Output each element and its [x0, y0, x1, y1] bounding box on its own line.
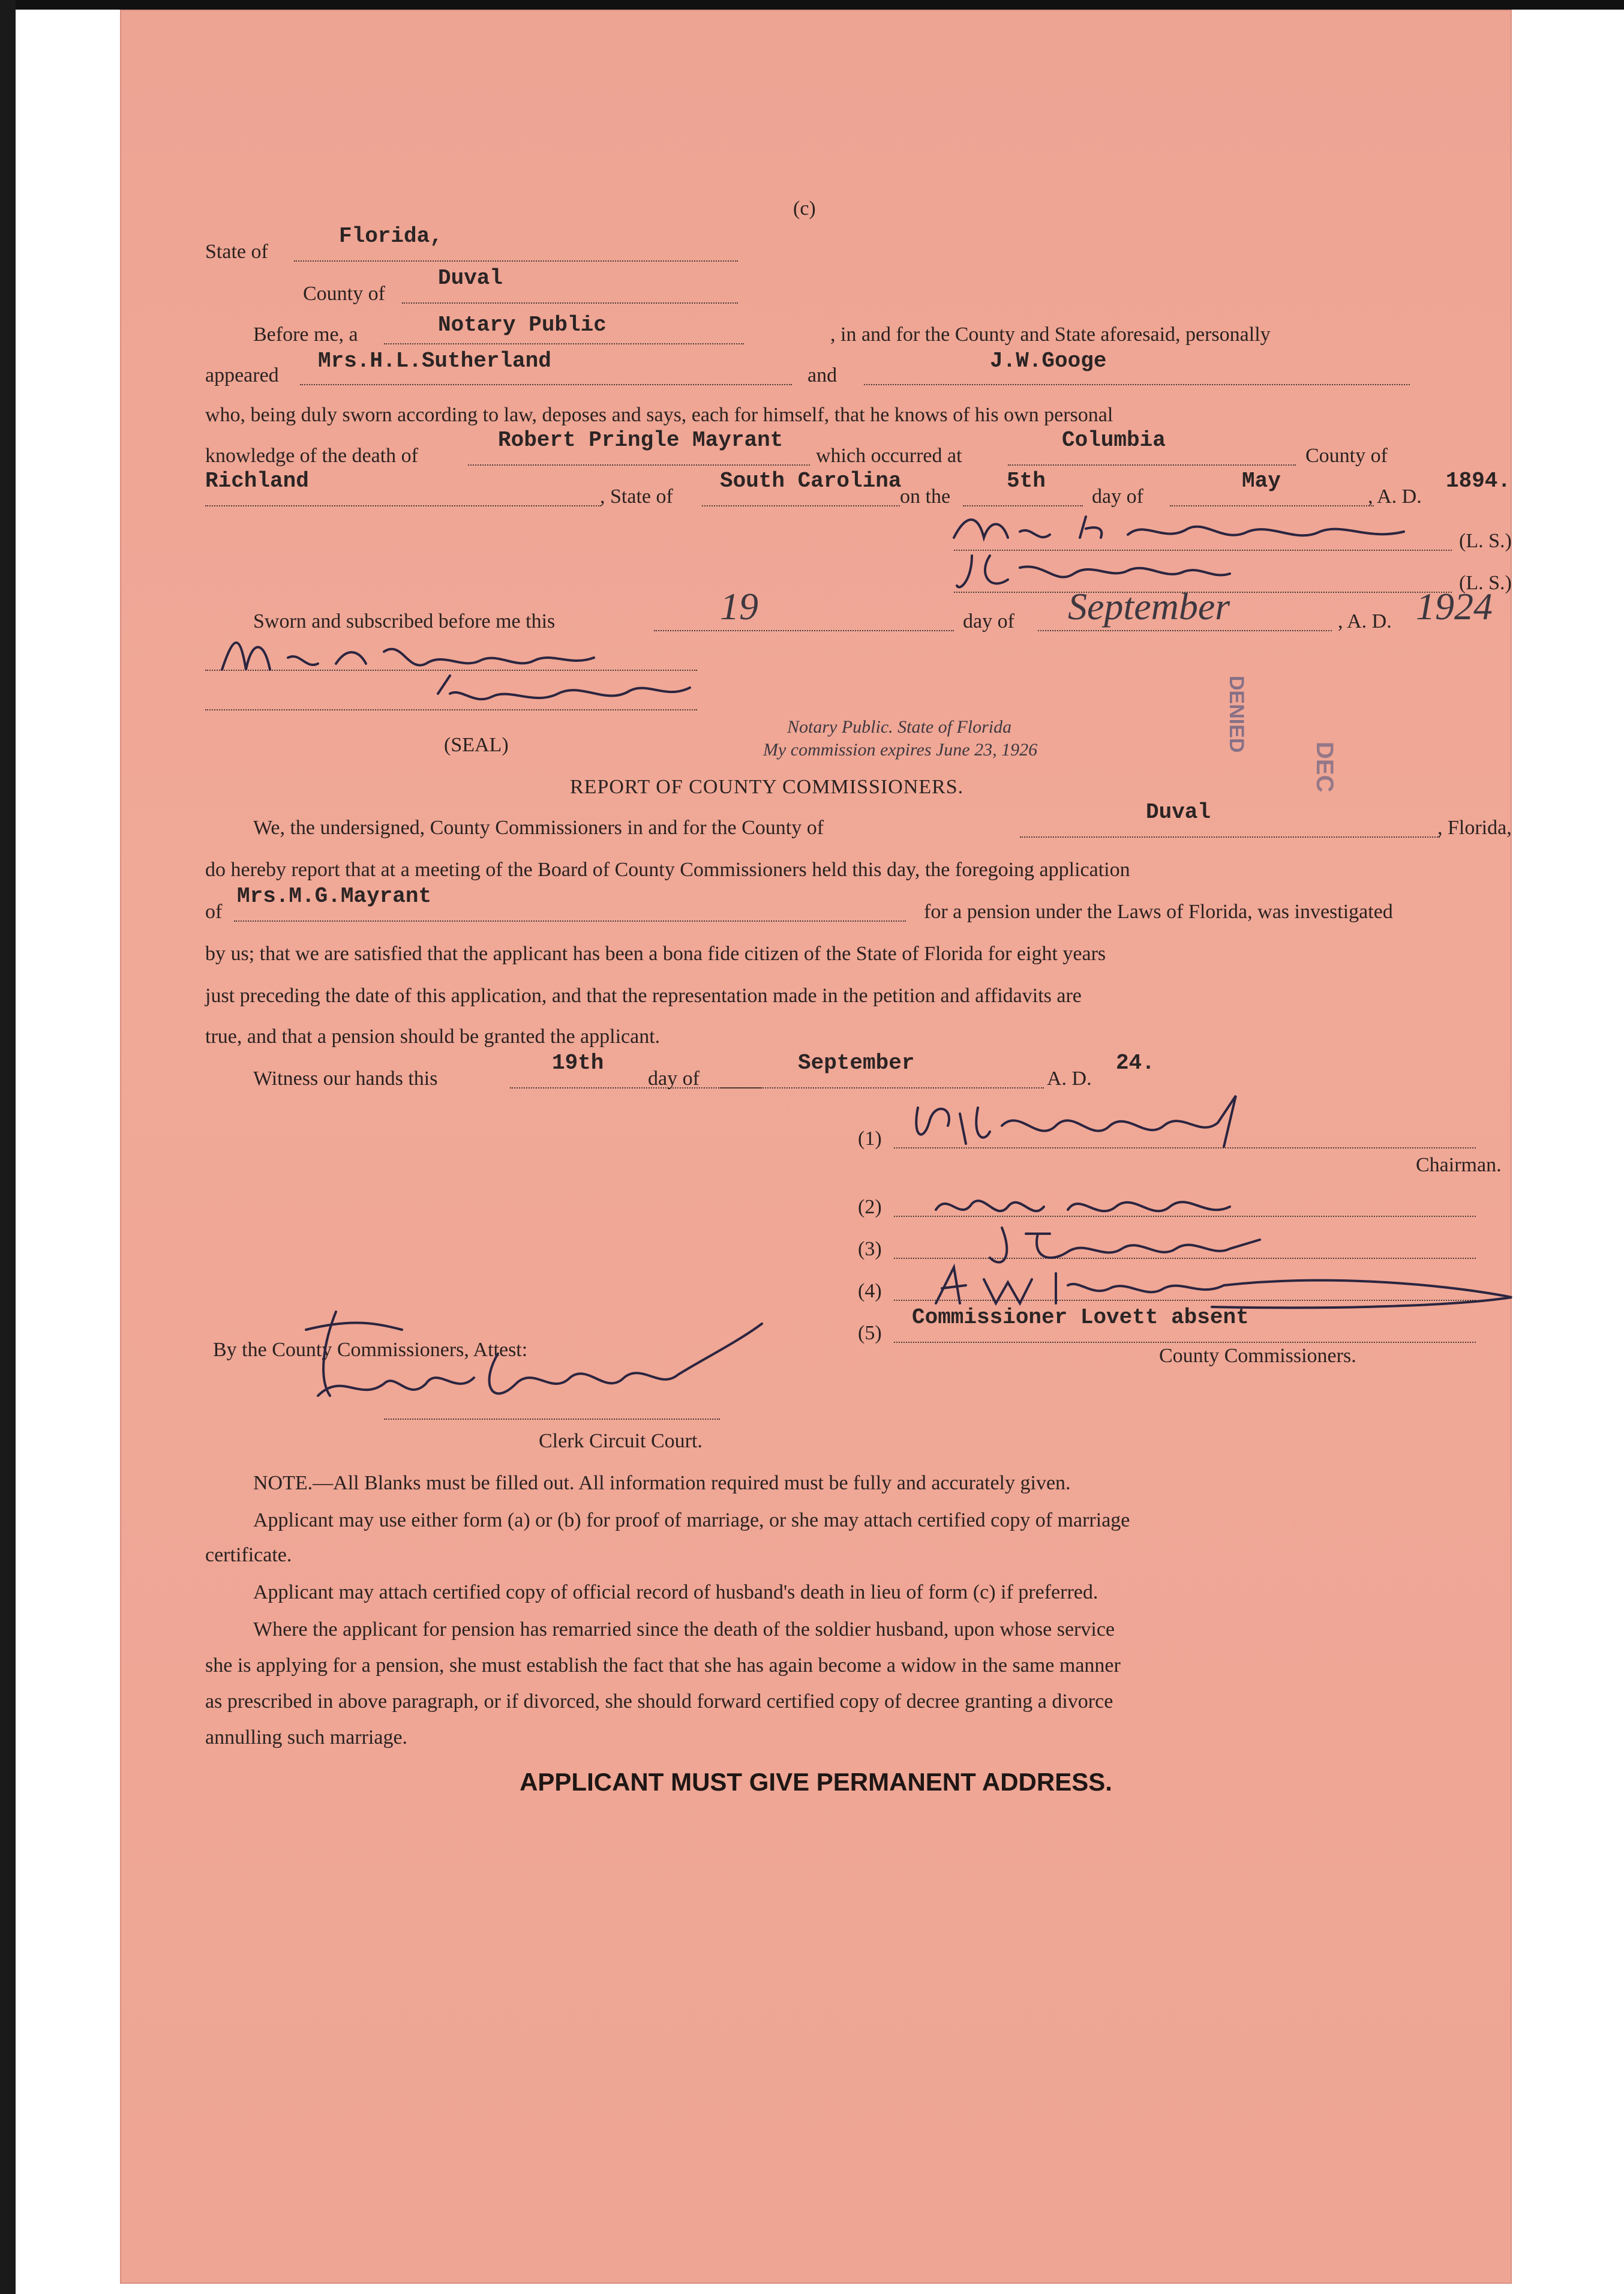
- knowledge-label: knowledge of the death of: [205, 445, 418, 467]
- county-label: County of: [303, 283, 385, 305]
- report-line-5: just preceding the date of this application, and that the representation made in the petition and affidavits are: [205, 985, 1082, 1007]
- death-state-line: [702, 505, 900, 506]
- witness-ad-label: A. D.: [1047, 1067, 1092, 1090]
- commissioner-number-1: (1): [858, 1127, 882, 1150]
- affiant-1: Mrs.H.L.Sutherland: [318, 349, 551, 373]
- death-month: May: [1242, 469, 1281, 493]
- jurat-sworn-label: Sworn and subscribed before me this: [253, 610, 556, 632]
- county-line: [402, 302, 738, 304]
- commissioner-number-3: (3): [858, 1238, 882, 1260]
- permanent-address-notice: APPLICANT MUST GIVE PERMANENT ADDRESS.: [520, 1768, 1112, 1796]
- death-place: Columbia: [1062, 428, 1166, 452]
- clerk-signature-line: [384, 1419, 720, 1420]
- before-me-label: Before me, a: [253, 323, 358, 346]
- document-page: [120, 10, 1512, 2284]
- attest-label: By the County Commissioners, Attest:: [213, 1339, 528, 1361]
- report-line-3: for a pension under the Laws of Florida, was investigated: [924, 901, 1393, 923]
- county-of-label: County of: [1305, 445, 1388, 467]
- signature-clerk: [282, 1306, 774, 1438]
- jurat-day-of-label: day of: [963, 610, 1014, 632]
- ls-label-2: (L. S.): [1459, 572, 1512, 594]
- note-1: NOTE.—All Blanks must be filled out. All information required must be fully and accurately given.: [253, 1472, 1071, 1494]
- death-county-line: [205, 505, 601, 506]
- affiant-2-line: [864, 384, 1410, 385]
- signature-commissioner-1: [900, 1084, 1320, 1156]
- report-applicant-line: [234, 920, 906, 922]
- day-of-label: day of: [1092, 485, 1143, 508]
- aforesaid-text: , in and for the County and State aforesaid, personally: [830, 323, 1271, 346]
- county-commissioners-label: County Commissioners.: [1159, 1345, 1356, 1367]
- report-county-line: [1020, 836, 1440, 838]
- note-4c: as prescribed in above paragraph, or if divorced, she should forward certified copy of decree granting a divorce: [205, 1690, 1113, 1713]
- witness-day: 19th: [552, 1051, 604, 1075]
- commissioner-number-2: (2): [858, 1196, 882, 1218]
- state-label: State of: [205, 241, 268, 263]
- clerk-label: Clerk Circuit Court.: [539, 1430, 703, 1452]
- commissioner-number-4: (4): [858, 1280, 882, 1302]
- report-florida-label: , Florida,: [1437, 817, 1512, 839]
- death-state: South Carolina: [720, 469, 902, 493]
- death-county: Richland: [205, 469, 309, 493]
- state-of-label: , State of: [600, 485, 673, 508]
- notary-stamp-line-1: Notary Public. State of Florida: [787, 717, 1012, 737]
- report-line-4: by us; that we are satisfied that the applicant has been a bona fide citizen of the State of Florida for eight years: [205, 943, 1106, 965]
- ad-label: , A. D.: [1368, 485, 1422, 508]
- death-day: 5th: [1007, 469, 1046, 493]
- on-the-label: on the: [900, 485, 951, 508]
- and-label: and: [808, 364, 837, 386]
- witness-day-of-label: day of: [648, 1067, 700, 1090]
- witness-month: September: [798, 1051, 915, 1075]
- jurat-ad-label: , A. D.: [1338, 610, 1392, 632]
- affiant-2: J.W.Googe: [990, 349, 1107, 373]
- witness-label: Witness our hands this: [253, 1067, 438, 1090]
- jurat-year: 1924: [1416, 585, 1493, 628]
- report-county: Duval: [1146, 800, 1211, 824]
- commissioner-number-5: (5): [858, 1322, 882, 1344]
- note-4a: Where the applicant for pension has remarried since the death of the soldier husband, upon whose service: [253, 1618, 1115, 1641]
- affiant-1-line: [300, 384, 792, 385]
- note-4d: annulling such marriage.: [205, 1726, 408, 1749]
- officer-title: Notary Public: [438, 313, 607, 337]
- scan-border-top: [0, 0, 1624, 10]
- report-line-6: true, and that a pension should be granted the applicant.: [205, 1025, 661, 1048]
- deceased-line: [468, 464, 810, 466]
- death-year: 1894.: [1446, 469, 1511, 493]
- chairman-label: Chairman.: [1416, 1154, 1502, 1176]
- notary-stamp-line-2: My commission expires June 23, 1926: [763, 740, 1038, 760]
- report-of-label: of: [205, 901, 223, 923]
- note-2a: Applicant may use either form (a) or (b) for proof of marriage, or she may attach certified copy of marriage: [253, 1509, 1130, 1531]
- report-applicant: Mrs.M.G.Mayrant: [237, 884, 432, 908]
- deceased-name: Robert Pringle Mayrant: [498, 428, 784, 452]
- note-3: Applicant may attach certified copy of official record of husband's death in lieu of form (c) if preferred.: [253, 1581, 1098, 1603]
- ls-label-1: (L. S.): [1459, 530, 1512, 552]
- report-heading: REPORT OF COUNTY COMMISSIONERS.: [570, 776, 964, 798]
- commissioner-line-5: [894, 1342, 1476, 1343]
- report-line-2: do hereby report that at a meeting of the Board of County Commissioners held this day, the foregoing application: [205, 859, 1130, 881]
- scan-border-left: [0, 0, 16, 2294]
- note-2b: certificate.: [205, 1544, 292, 1566]
- report-line-1: We, the undersigned, County Commissioners in and for the County of: [253, 817, 824, 839]
- commissioner-5-note: Commissioner Lovett absent: [912, 1305, 1249, 1330]
- form-letter: (c): [793, 197, 816, 220]
- denied-stamp: DENIED: [1225, 676, 1248, 753]
- occurred-label: which occurred at: [816, 445, 962, 467]
- county-value: Duval: [438, 266, 503, 290]
- seal-label: (SEAL): [444, 734, 509, 756]
- note-4b: she is applying for a pension, she must establish the fact that she has again become a widow in the same manner: [205, 1654, 1121, 1677]
- notary-title-line: [205, 709, 697, 710]
- state-line: [294, 260, 738, 262]
- officer-line: [384, 343, 744, 344]
- witness-year: 24.: [1116, 1051, 1155, 1075]
- sworn-text: who, being duly sworn according to law, deposes and says, each for himself, that he knows of his own personal: [205, 404, 1113, 426]
- signature-notary: [210, 616, 738, 724]
- jurat-day: 19: [720, 585, 758, 628]
- dec-stamp: DEC: [1311, 742, 1338, 793]
- appeared-label: appeared: [205, 364, 279, 386]
- place-line: [1008, 464, 1296, 466]
- state-value: Florida,: [339, 224, 443, 248]
- jurat-month: September: [1068, 585, 1230, 628]
- jurat-month-line: [1038, 630, 1332, 631]
